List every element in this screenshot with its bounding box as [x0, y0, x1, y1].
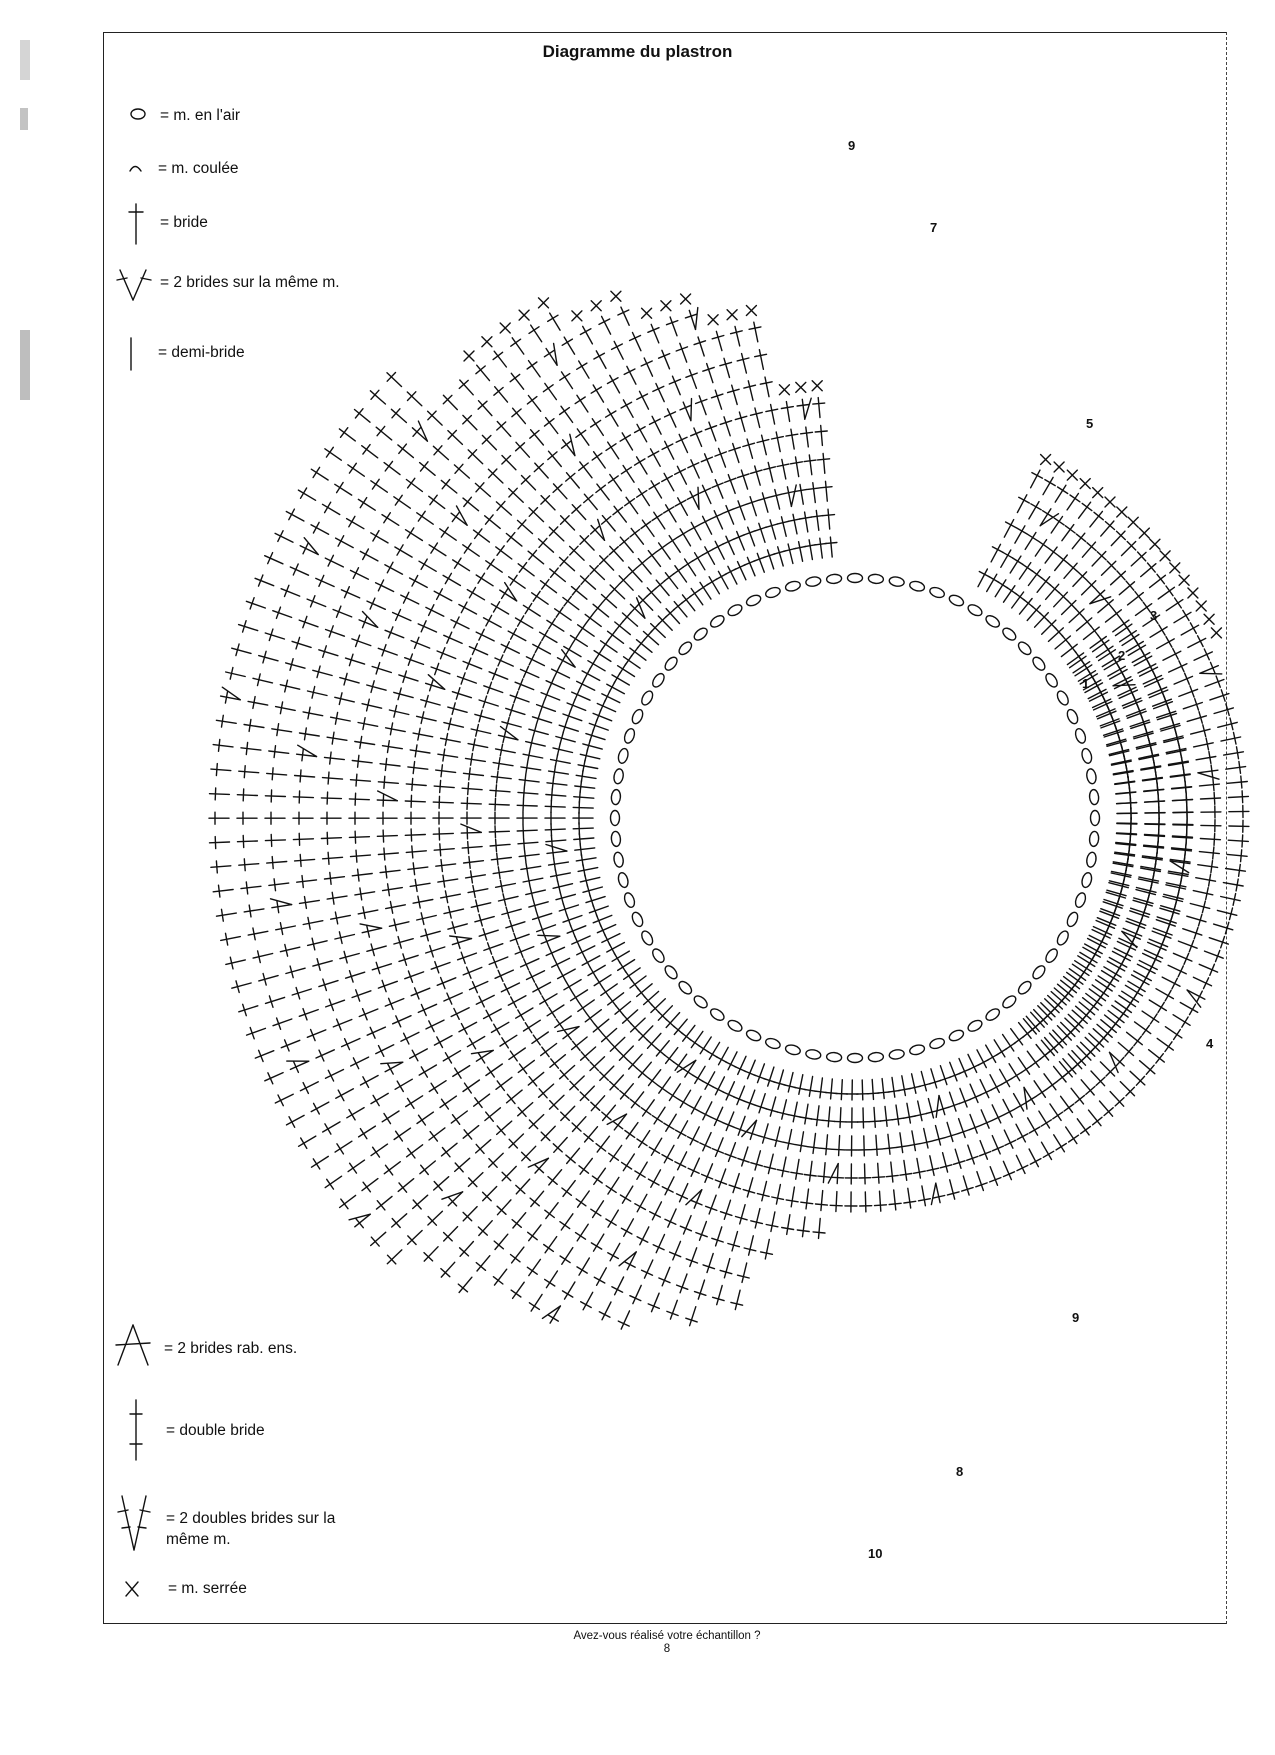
- row-number-label: 10: [868, 1546, 883, 1561]
- chain-stitch: [1081, 747, 1094, 764]
- chain-stitch: [726, 1018, 743, 1033]
- chain-stitch: [1016, 979, 1033, 996]
- footer-question: Avez-vous réalisé votre échantillon ?: [573, 1630, 761, 1642]
- stitch-column: [867, 1079, 886, 1211]
- stitch-column: [1061, 563, 1179, 657]
- chain-stitch: [630, 911, 644, 928]
- legend-label-2-doubles-brides: = 2 doubles brides sur la même m.: [166, 1510, 336, 1548]
- stitch-column: [210, 788, 594, 814]
- chain-stitch: [826, 1052, 842, 1062]
- stitch-column: [857, 1080, 872, 1212]
- stitch-column: [1116, 776, 1247, 798]
- stitch-column: [339, 428, 646, 661]
- legend-label-2-brides: = 2 brides sur la même m.: [160, 274, 340, 291]
- stitch-column: [542, 1042, 719, 1323]
- stitch-column: [232, 644, 603, 751]
- legend-label-bride: = bride: [160, 214, 208, 231]
- chain-stitch: [966, 1018, 983, 1033]
- chain-stitch: [948, 1028, 965, 1042]
- stitch-column: [796, 382, 827, 558]
- chain-stitch-icon: [131, 109, 145, 119]
- stitch-column: [1117, 794, 1193, 809]
- row-number-label: 9: [1072, 1310, 1080, 1325]
- chain-stitch: [611, 831, 621, 847]
- chain-stitch: [764, 586, 781, 600]
- chain-stitch: [630, 708, 644, 725]
- stitch-column: [213, 844, 595, 898]
- chain-stitch: [1055, 689, 1070, 706]
- legend-label-m-serree: = m. serrée: [168, 1580, 247, 1597]
- stitch-column: [1038, 1006, 1091, 1060]
- chain-stitch: [1065, 708, 1079, 725]
- stitch-column: [1115, 761, 1246, 788]
- chain-stitch: [805, 1049, 821, 1060]
- chain-stitch: [929, 586, 946, 600]
- stitch-column: [232, 885, 603, 993]
- chain-stitch: [745, 593, 762, 607]
- chain-stitch: [784, 1044, 801, 1057]
- stitch-column: [591, 301, 737, 584]
- chain-stitch: [848, 1054, 863, 1063]
- stitch-column: [968, 1054, 1028, 1173]
- row-number-label: 5: [1086, 416, 1094, 431]
- stitch-column: [387, 373, 665, 638]
- row-number-label: 2: [1118, 648, 1126, 663]
- stitch-column: [1064, 977, 1124, 1024]
- stitch-column: [929, 1069, 973, 1195]
- stitch-column: [1116, 839, 1247, 862]
- stitch-column: [1097, 662, 1222, 716]
- chain-stitch: [677, 979, 694, 996]
- chain-stitch: [650, 672, 666, 689]
- chain-stitch: [692, 994, 709, 1011]
- decrease-icon: [116, 1325, 150, 1365]
- chain-stitch: [1044, 947, 1060, 964]
- chain-stitch: [805, 576, 821, 587]
- chain-stitch: [1044, 672, 1060, 689]
- legend-label-m-coulee: = m. coulée: [158, 160, 239, 177]
- chain-stitch: [709, 1007, 726, 1023]
- stitch-column: [572, 311, 728, 589]
- stitch-column: [1109, 878, 1183, 903]
- stitch-column: [247, 905, 609, 1039]
- stitch-column: [349, 984, 652, 1228]
- chain-stitch: [889, 576, 905, 587]
- chain-stitch: [1086, 852, 1097, 868]
- row-number-label: 4: [1206, 1036, 1214, 1051]
- chain-stitch: [663, 655, 680, 672]
- chain-stitch: [623, 892, 637, 909]
- row-number-label: 1: [1082, 676, 1090, 691]
- stitch-column: [888, 1077, 916, 1208]
- stitch-column: [987, 462, 1064, 592]
- chain-stitch: [1091, 811, 1100, 826]
- chain-stitch: [611, 811, 620, 826]
- chain-stitch: [784, 580, 801, 593]
- slip-stitch-icon: [130, 167, 141, 172]
- chain-stitch: [984, 1007, 1001, 1023]
- diagram-title: Diagramme du plastron: [542, 42, 733, 61]
- stitch-column: [519, 310, 711, 599]
- chain-stitch: [677, 640, 694, 657]
- chain-stitch: [617, 747, 630, 764]
- stitch-column: [898, 1076, 930, 1206]
- stitch-column: [255, 575, 612, 721]
- stitch-column: [746, 306, 805, 562]
- stitch-column: [340, 976, 646, 1209]
- page-number: 8: [663, 1643, 671, 1655]
- row-number-label: 3: [1150, 608, 1158, 623]
- stitch-column: [458, 1019, 687, 1292]
- chain-stitch: [611, 789, 621, 805]
- chain-stitch: [613, 768, 624, 784]
- chain-stitch: [909, 580, 926, 593]
- stitch-column: [371, 991, 659, 1246]
- chain-stitch: [868, 574, 884, 584]
- double-bride-icon: [130, 1400, 142, 1460]
- stitch-column: [994, 1040, 1066, 1152]
- stitch-column: [661, 301, 765, 572]
- stitch-column: [813, 1079, 837, 1238]
- chain-stitch: [1081, 872, 1094, 889]
- stitch-column: [845, 1080, 858, 1212]
- chain-stitch: [1089, 831, 1099, 847]
- stitch-column: [708, 315, 785, 566]
- stitch-column: [648, 1060, 755, 1312]
- stitch-column: [1117, 828, 1193, 843]
- chain-stitch: [1031, 655, 1048, 672]
- chain-stitch: [1055, 929, 1070, 946]
- stitch-column: [977, 1050, 1041, 1167]
- chain-stitch: [1031, 964, 1048, 981]
- chain-stitch: [650, 947, 666, 964]
- stitch-column: [727, 310, 795, 564]
- chain-stitch: [1089, 789, 1099, 805]
- chain-stitch: [1001, 626, 1018, 643]
- chain-stitch: [1074, 892, 1088, 909]
- stitch-column: [959, 1059, 1015, 1180]
- chain-stitch: [848, 574, 863, 583]
- stitch-column: [255, 915, 612, 1062]
- stitch-column: [878, 1079, 902, 1210]
- single-crochet-icon: [126, 1582, 138, 1596]
- stitch-column: [1042, 528, 1150, 634]
- stitch-column: [387, 999, 665, 1264]
- stitch-column: [226, 668, 600, 762]
- stitch-column: [1116, 838, 1192, 855]
- stitch-column: [209, 812, 593, 824]
- stitch-column: [311, 467, 634, 676]
- stitch-column: [286, 509, 624, 694]
- stitch-column: [210, 823, 594, 849]
- chain-stitch: [1016, 640, 1033, 657]
- bride-icon: [129, 204, 143, 244]
- stitch-column: [1117, 806, 1193, 819]
- legend-label-m-en-l-air: = m. en l'air: [160, 107, 241, 124]
- chain-stitch: [764, 1037, 781, 1051]
- chain-stitch: [692, 626, 709, 643]
- stitch-column: [312, 960, 635, 1169]
- chain-stitch: [1001, 994, 1018, 1011]
- two-double-brides-icon: [118, 1496, 150, 1550]
- stitch-column: [1116, 782, 1192, 799]
- stitch-column: [1012, 488, 1103, 608]
- chain-stitch: [984, 613, 1001, 629]
- stitch-column: [812, 381, 837, 557]
- chain-stitch: [929, 1037, 946, 1051]
- stitch-column: [1117, 817, 1193, 830]
- stitch-column: [213, 739, 595, 792]
- two-brides-icon: [117, 270, 151, 300]
- stitch-column: [493, 1025, 695, 1285]
- stitch-column: [287, 943, 625, 1128]
- row-number-label: 9: [848, 138, 856, 153]
- row-number-label: 7: [930, 220, 938, 235]
- chain-stitch: [889, 1049, 905, 1060]
- legend-label-2-brides-rab: = 2 brides rab. ens.: [164, 1340, 298, 1357]
- stitch-column: [939, 1066, 987, 1191]
- stitch-column: [1106, 891, 1233, 934]
- stitch-column: [246, 598, 608, 731]
- stitch-column: [1035, 517, 1139, 627]
- chain-stitch: [948, 593, 965, 607]
- stitch-column: [226, 875, 600, 969]
- chain-stitch: [709, 613, 726, 629]
- stitch-column: [1045, 999, 1100, 1052]
- legend-label-demi-bride: = demi-bride: [158, 344, 245, 361]
- chain-stitch: [623, 727, 637, 744]
- stitch-column: [1078, 956, 1190, 1027]
- chain-stitch: [868, 1052, 884, 1062]
- stitch-column: [828, 1080, 847, 1212]
- chain-stitch: [1086, 768, 1097, 784]
- chain-stitch: [663, 964, 680, 981]
- legend-label-double-bride: = double bride: [166, 1422, 265, 1439]
- chain-stitch: [1074, 727, 1088, 744]
- chain-stitch: [640, 689, 655, 706]
- stitch-column: [1058, 984, 1117, 1033]
- stitch-column: [797, 1078, 826, 1237]
- chain-stitch: [909, 1044, 926, 1057]
- row-number-label: 8: [956, 1464, 964, 1479]
- chain-stitch: [640, 929, 655, 946]
- chain-stitch: [1065, 911, 1079, 928]
- chain-stitch: [966, 603, 983, 618]
- chain-stitch: [613, 852, 624, 868]
- chain-stitch: [726, 603, 743, 618]
- chain-stitch: [826, 574, 842, 584]
- stitch-column: [1092, 930, 1211, 989]
- stitch-column: [424, 1006, 672, 1261]
- stitch-column: [1115, 849, 1246, 876]
- stitch-column: [1113, 860, 1243, 891]
- stitch-column: [370, 390, 658, 644]
- chain-stitch: [745, 1028, 762, 1042]
- chain-stitch: [617, 872, 630, 889]
